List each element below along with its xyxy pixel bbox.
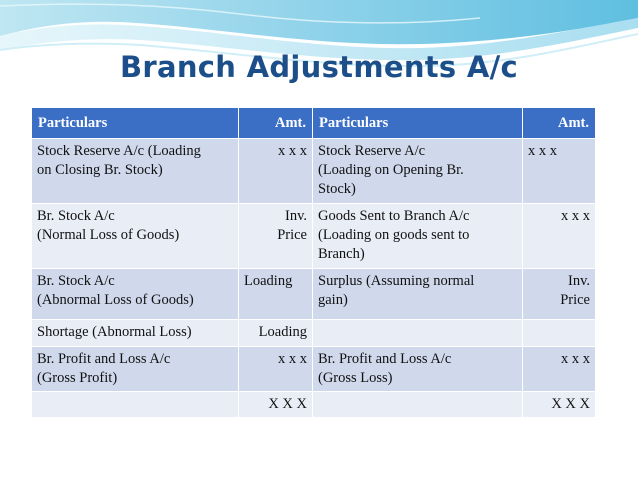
credit-particulars-cell xyxy=(313,269,523,320)
credit-amount-cell xyxy=(523,347,596,392)
cell-line: Br. Profit and Loss A/c xyxy=(318,351,452,367)
cell-line: Loading xyxy=(244,273,293,289)
cell-line: x x x xyxy=(278,351,307,367)
cell-line: Br. Profit and Loss A/c xyxy=(37,351,171,367)
debit-particulars-cell xyxy=(32,204,239,269)
header-particulars-credit: Particulars xyxy=(313,108,523,139)
cell-line: (Gross Profit) xyxy=(37,370,118,386)
table-row xyxy=(32,347,596,392)
cell-line: x x x xyxy=(528,143,557,159)
debit-amount-cell xyxy=(239,347,313,392)
debit-particulars-cell xyxy=(32,320,239,347)
cell-line: x x x xyxy=(561,208,590,224)
cell-line: Price xyxy=(277,227,307,243)
debit-amount-cell xyxy=(239,320,313,347)
table-row xyxy=(32,320,596,347)
debit-amount-cell xyxy=(239,139,313,204)
cell-line: Shortage (Abnormal Loss) xyxy=(37,324,192,340)
table-row xyxy=(32,269,596,320)
cell-line: (Loading on Opening Br. xyxy=(318,162,464,178)
cell-line: Br. Stock A/c xyxy=(37,208,115,224)
debit-particulars-cell xyxy=(32,347,239,392)
cell-line: Stock) xyxy=(318,181,356,197)
cell-line: Loading xyxy=(258,324,307,340)
cell-line: (Gross Loss) xyxy=(318,370,393,386)
totals-row xyxy=(32,392,596,418)
credit-total-cell xyxy=(523,392,596,418)
cell-line: Branch) xyxy=(318,246,365,262)
table-row xyxy=(32,139,596,204)
cell-line: Inv. xyxy=(284,208,307,224)
cell-line: Surplus (Assuming normal xyxy=(318,273,475,289)
debit-particulars-cell xyxy=(32,139,239,204)
credit-amount-cell xyxy=(523,269,596,320)
cell-line: (Abnormal Loss of Goods) xyxy=(37,292,194,308)
debit-particulars-cell xyxy=(32,392,239,418)
credit-particulars-cell xyxy=(313,139,523,204)
cell-line: x x x xyxy=(278,143,307,159)
cell-line: (Normal Loss of Goods) xyxy=(37,227,180,243)
cell-line: Br. Stock A/c xyxy=(37,273,115,289)
table-row xyxy=(32,204,596,269)
header-amount-credit: Amt. xyxy=(523,108,596,139)
cell-line: Goods Sent to Branch A/c xyxy=(318,208,470,224)
debit-amount-cell xyxy=(239,204,313,269)
credit-amount-cell xyxy=(523,204,596,269)
cell-line: gain) xyxy=(318,292,348,308)
cell-line: Inv. xyxy=(567,273,590,289)
cell-line: Price xyxy=(560,292,590,308)
credit-amount-cell xyxy=(523,139,596,204)
branch-adjustments-account-table xyxy=(31,107,596,418)
cell-line: on Closing Br. Stock) xyxy=(37,162,163,178)
table-header-row xyxy=(32,108,596,139)
credit-amount-cell xyxy=(523,320,596,347)
header-particulars-debit: Particulars xyxy=(32,108,239,139)
cell-line: (Loading on goods sent to xyxy=(318,227,470,243)
credit-particulars-cell xyxy=(313,204,523,269)
cell-line: x x x xyxy=(561,351,590,367)
cell-line: Stock Reserve A/c (Loading xyxy=(37,143,201,159)
cell-line: X X X xyxy=(268,396,307,412)
cell-line: Stock Reserve A/c xyxy=(318,143,426,159)
credit-particulars-cell xyxy=(313,392,523,418)
credit-particulars-cell xyxy=(313,347,523,392)
cell-line: X X X xyxy=(551,396,590,412)
debit-total-cell xyxy=(239,392,313,418)
slide-title: Branch Adjustments A/c xyxy=(119,50,519,84)
credit-particulars-cell xyxy=(313,320,523,347)
debit-particulars-cell xyxy=(32,269,239,320)
debit-amount-cell xyxy=(239,269,313,320)
header-amount-debit: Amt. xyxy=(239,108,313,139)
